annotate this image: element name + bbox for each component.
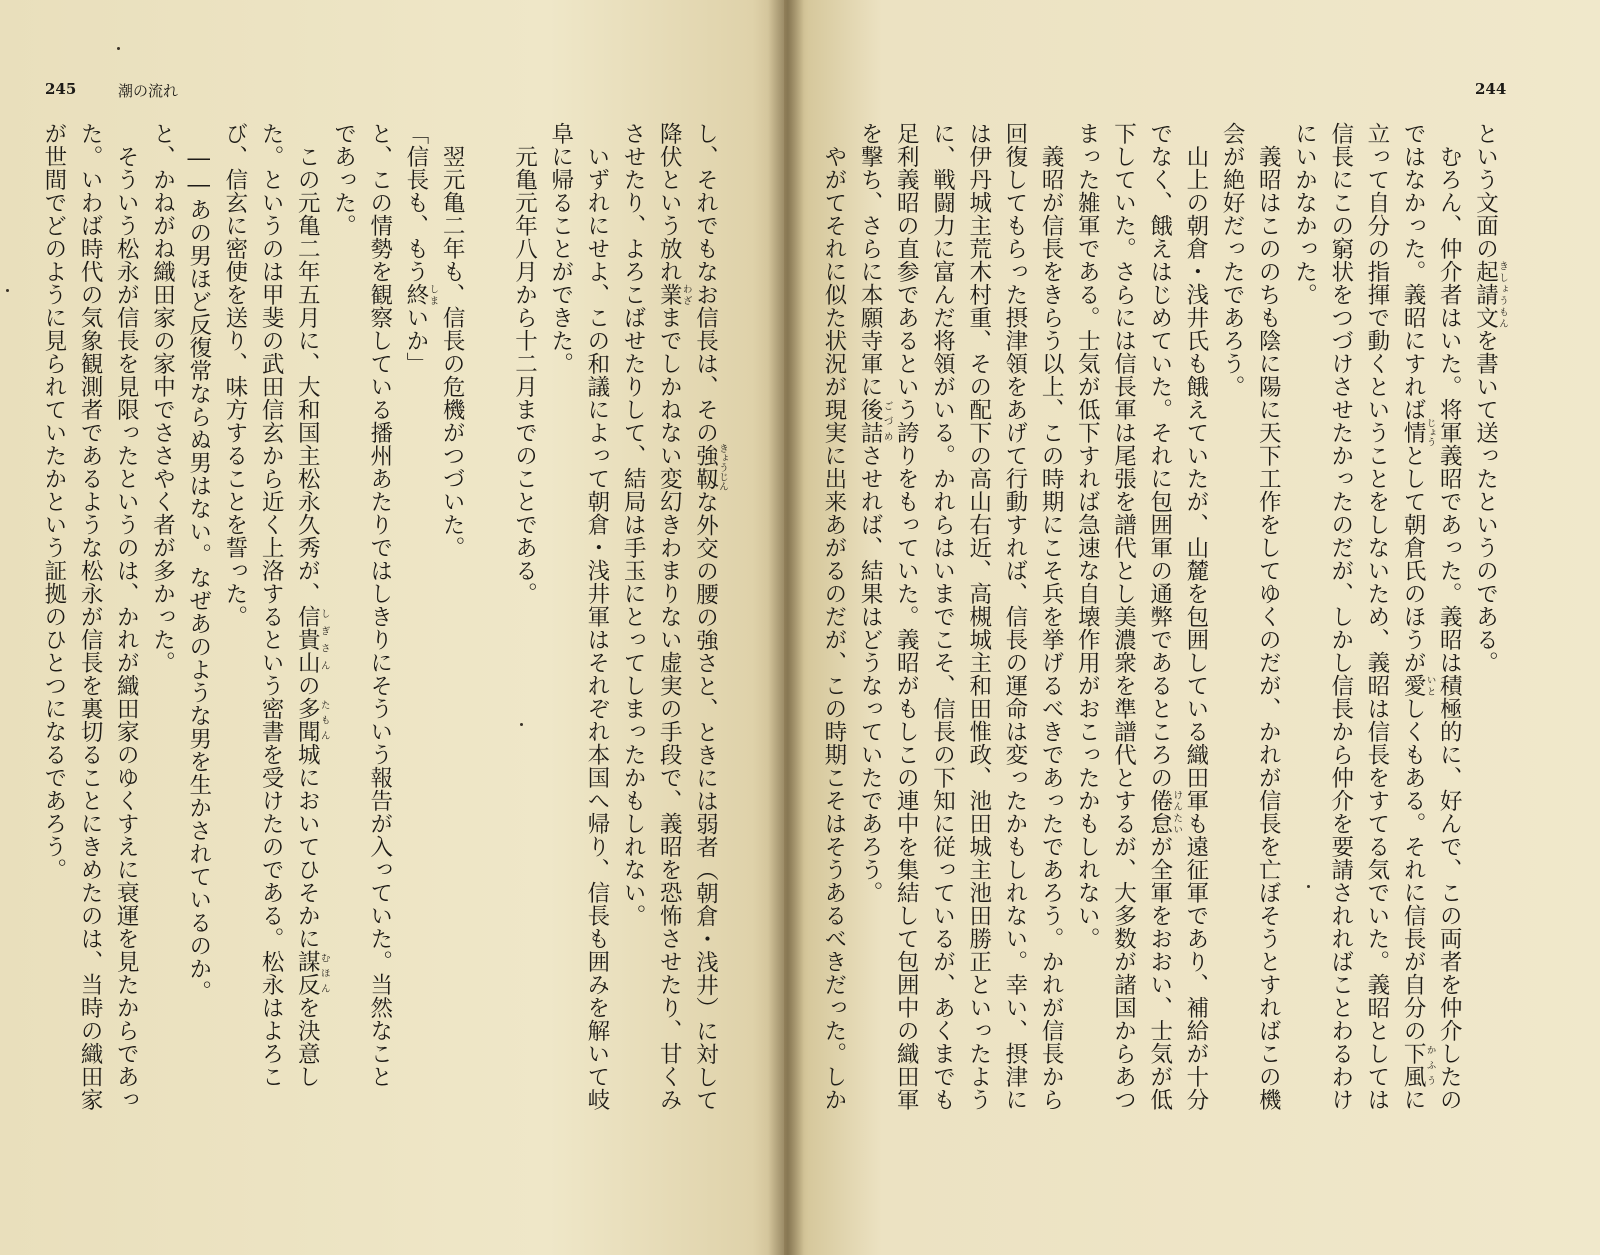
text-run: が世間でどのように見られていたかという証拠のひとつになるであろう。 <box>40 122 67 881</box>
text-run: は伊丹城主荒木村重、その配下の高山右近、高槻城主和田惟政、池田城主池田勝正といったよう <box>965 122 992 1111</box>
text-column <box>1257 122 1280 1111</box>
text-column <box>332 122 355 237</box>
text-column <box>260 122 283 1088</box>
ruby-base: 信貴山 <box>294 605 321 674</box>
text-column <box>1474 122 1508 674</box>
text-run: ――あの男ほど反復常ならぬ男はない。なぜあのような男を生かされているのか。 <box>185 122 212 1003</box>
text-run: と、この情勢を観察している播州あたりではしきりにそういう報告が入っていた。当然なこと <box>366 122 393 1088</box>
page-number-left: 245 <box>45 80 77 98</box>
text-run: むろん、仲介者はいた。将軍義昭であった。義昭は積極的に、好んで、この両者を仲介したの <box>1436 122 1463 1111</box>
text-run: そういう松永が信長を見限ったというのは、かれが織田家のゆくすえに衰運を見たからであっ <box>113 122 140 1111</box>
text-run: この元亀二年五月に、大和国主松永久秀が、 <box>294 122 321 605</box>
ruby-base: 謀反 <box>294 950 321 996</box>
text-run: び、信玄に密使を送り、味方することを誓った。 <box>221 122 248 628</box>
text-run: 阜に帰ることができた。 <box>547 122 574 375</box>
text-run: 「信長も、もう <box>402 122 429 283</box>
ruby-annotation <box>1400 674 1436 697</box>
text-run: に <box>1400 1088 1427 1111</box>
ruby-base: 愛 <box>1400 674 1427 697</box>
ruby-annotation <box>402 283 439 306</box>
text-run: を撃ち、さらに本願寺軍に <box>857 122 884 398</box>
text-column <box>658 122 692 1111</box>
ruby-annotation <box>1400 1042 1436 1088</box>
ruby-base: 業 <box>656 283 683 306</box>
text-column <box>1184 122 1207 1111</box>
ruby-text: きしょうもん <box>1497 260 1508 329</box>
text-run: いか」 <box>402 306 429 375</box>
print-speck <box>117 47 120 50</box>
ruby-text: たもん <box>318 697 330 743</box>
ruby-base: 終 <box>402 283 429 306</box>
text-run: た。いわば時代の気象観測者であるような松永が信長を裏切ることにきめたのは、当時の織田家 <box>77 122 104 1111</box>
print-speck <box>6 289 9 292</box>
text-run: 義昭はこののちも陰に陽に天下工作をしてゆくのだが、かれが信長を亡ぼそうとすればこの機 <box>1255 122 1282 1111</box>
text-column <box>1003 122 1026 1111</box>
ruby-annotation <box>294 605 330 674</box>
ruby-annotation <box>1472 260 1508 329</box>
text-run: を決意し <box>294 996 321 1088</box>
text-column <box>622 122 645 927</box>
ruby-text: じょう <box>1424 418 1436 447</box>
text-column <box>1329 122 1352 1111</box>
text-run: 城においてひそかに <box>294 743 321 950</box>
ruby-base: 強靱 <box>692 443 719 492</box>
text-column <box>822 122 845 1111</box>
text-column <box>404 122 438 375</box>
text-run: 会が絶好だったであろう。 <box>1219 122 1246 398</box>
text-column <box>1112 122 1135 1111</box>
text-run: いずれにせよ、この和議によって朝倉・浅井軍はそれぞれ本国へ帰り、信長も囲みを解いて岐 <box>583 122 610 1111</box>
ruby-base: 情 <box>1400 418 1427 447</box>
text-column <box>1293 122 1316 306</box>
text-column <box>895 122 918 1111</box>
ruby-text: しぎさん <box>318 605 330 674</box>
text-run: やがてそれに似た状況が現実に出来あがるのだが、この時期こそはそうあるべきだった。しか <box>820 122 847 1111</box>
ruby-text: いと <box>1424 674 1436 697</box>
ruby-text: わざ <box>680 283 692 306</box>
ruby-annotation <box>294 697 330 743</box>
ruby-text: かふう <box>1424 1042 1436 1088</box>
book-spine-gutter <box>768 0 804 1255</box>
text-run: 山上の朝倉・浅井氏も餓えていたが、山麓を包囲している織田軍も遠征軍であり、補給が十分 <box>1182 122 1209 1111</box>
text-run: でなく、餓えはじめていた。それに包囲軍の通弊であるところの <box>1146 122 1173 789</box>
print-speck <box>520 723 523 726</box>
text-column <box>967 122 990 1111</box>
text-column <box>368 122 391 1088</box>
text-column <box>42 122 65 881</box>
text-column <box>296 122 330 1088</box>
ruby-base: 倦怠 <box>1146 789 1173 835</box>
text-run: という文面の <box>1472 122 1499 260</box>
text-column <box>1365 122 1388 1111</box>
text-run: させれば、結果はどうなっていたであろう。 <box>857 444 884 904</box>
text-column <box>585 122 608 1111</box>
text-run: し、それでもなお信長は、その <box>692 122 719 444</box>
text-column <box>1076 122 1099 950</box>
text-column <box>441 122 464 559</box>
text-column <box>1148 122 1182 1111</box>
text-run: ではなかった。義昭にすれば <box>1400 122 1427 421</box>
ruby-text: ごづめ <box>881 398 893 444</box>
text-run: な外交の腰の強さと、ときには弱者（朝倉・浅井）に対して <box>692 490 719 1112</box>
text-run: までしかねない変幻きわまりない虚実の手段で、義昭を恐怖させたり、甘くみ <box>656 306 683 1111</box>
text-column <box>931 122 954 1111</box>
text-column <box>1040 122 1063 1111</box>
running-head: 潮の流れ <box>118 82 179 100</box>
ruby-text: けんたい <box>1171 789 1183 835</box>
print-speck <box>1307 885 1310 888</box>
text-run: しくもある。それに信長が自分の <box>1400 697 1427 1042</box>
text-run: 元亀元年八月から十二月までのことである。 <box>511 122 538 605</box>
text-run: にいかなかった。 <box>1291 122 1318 306</box>
text-run: として朝倉氏のほうが <box>1400 444 1427 674</box>
text-column <box>115 122 138 1111</box>
ruby-annotation <box>692 443 728 492</box>
text-column <box>187 122 210 1003</box>
text-run: を書いて送ったというのである。 <box>1472 329 1499 674</box>
ruby-base: 起請文 <box>1472 260 1499 329</box>
text-run: 足利義昭の直参であるという誇りをもっていた。義昭がもしこの連中を集結して包囲中の織田軍 <box>893 122 920 1111</box>
text-run: た。というのは甲斐の武田信玄から近く上洛するという密書を受けたのである。松永はよろこ <box>258 122 285 1088</box>
text-run: に、戦闘力に富んだ将領がいる。かれらはいまでこそ、信長の下知に従っているが、あくまでも <box>929 122 956 1111</box>
text-column <box>513 122 536 605</box>
ruby-annotation <box>857 398 893 444</box>
ruby-base: 後詰 <box>857 398 884 444</box>
ruby-text: むほん <box>318 950 330 996</box>
page-number-right: 244 <box>1475 80 1507 98</box>
text-run: 信長にこの窮状をつづけさせたかったのだが、しかし信長から仲介を要請されればことわるわけ <box>1327 122 1354 1111</box>
ruby-base: 下風 <box>1400 1042 1427 1088</box>
ruby-annotation <box>1146 789 1183 835</box>
text-run: の <box>294 674 321 697</box>
text-column <box>79 122 102 1111</box>
text-run: 下していた。さらには信長軍は尾張を譜代とし美濃衆を準譜代とするが、大多数が諸国からあつ <box>1110 122 1137 1111</box>
text-run: 義昭が信長をきらう以上、この時期にこそ兵を挙げるべきであったであろう。かれが信長から <box>1038 122 1065 1111</box>
text-run: 回復してもらった摂津領をあげて行動すれば、信長の運命は変ったかもしれない。幸い、摂津に <box>1001 122 1028 1111</box>
text-column <box>1438 122 1461 1111</box>
text-run: であった。 <box>330 122 357 237</box>
ruby-text: きょうじん <box>717 443 728 492</box>
text-run: が全軍をおおい、士気が低 <box>1146 835 1173 1111</box>
text-column <box>223 122 246 628</box>
text-run: 立って自分の指揮で動くということをしないため、義昭は信長をすてる気でいた。義昭としては <box>1363 122 1390 1111</box>
ruby-base: 多聞 <box>294 697 321 743</box>
text-column <box>694 122 728 1112</box>
text-run: まった雑軍である。士気が低下すれば急速な自壊作用がおこったかもしれない。 <box>1074 122 1101 950</box>
text-column <box>151 122 174 674</box>
text-run: させたり、よろこばせたりして、結局は手玉にとってしまったかもしれない。 <box>620 122 647 927</box>
text-column <box>859 122 893 904</box>
ruby-annotation <box>1400 418 1436 447</box>
ruby-annotation <box>294 950 330 996</box>
text-run: と、かねがね織田家の家中でささやく者が多かった。 <box>149 122 176 674</box>
text-column <box>549 122 572 375</box>
text-column <box>1402 122 1436 1111</box>
text-run: 降伏という放れ <box>656 122 683 283</box>
ruby-annotation <box>656 283 692 306</box>
text-column <box>1221 122 1244 398</box>
ruby-text: しま <box>427 283 439 306</box>
text-run: 翌元亀二年も、信長の危機がつづいた。 <box>439 122 466 559</box>
